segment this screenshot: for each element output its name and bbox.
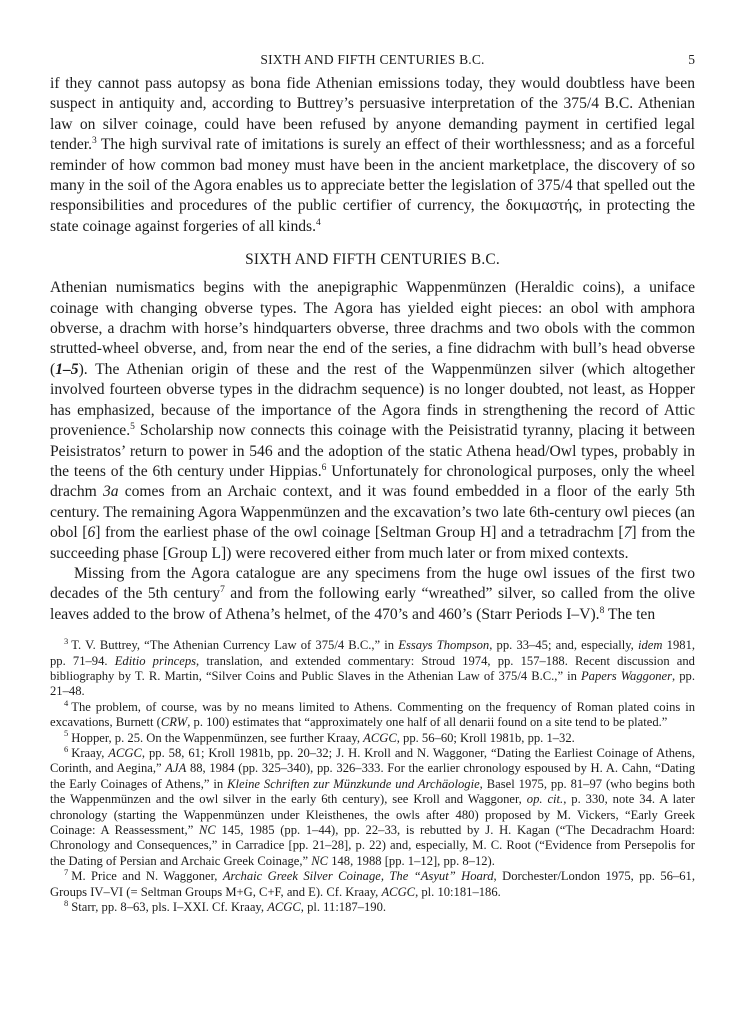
- footnote-ref-7[interactable]: 7: [220, 585, 225, 596]
- catalogue-ref: 3a: [102, 483, 119, 501]
- catalogue-ref: 1–5: [55, 360, 79, 378]
- footnote-3: $^3$ T. V. Buttrey, “The Athenian Currency Law of 375/4 B.C.,” in Essays Thompson, pp. 33–45; and, especially, idem 1981, pp. 71–94. Editio princeps, translation, and extended commentary: Stroud 1974, pp. 157–188. Recent discussion and bibliography by T. R. Martin, “Silver Coins and Public Slaves in the Athenian Law of 375/4 B.C.,” in Papers Waggoner, pp. 21–48.: [50, 635, 696, 699]
- footnote-ref-3[interactable]: 3: [92, 136, 97, 147]
- footnote-5: $^5$ Hopper, p. 25. On the Wappenmünzen, see further Kraay, ACGC, pp. 56–60; Kroll 1981b, pp. 1–32.: [64, 728, 575, 745]
- footnote-8: $^8$ Starr, pp. 8–63, pls. I–XXI. Cf. Kraay, ACGC, pl. 11:187–190.: [64, 897, 387, 915]
- footnote-ref-4[interactable]: 4: [316, 217, 321, 228]
- running-head: [50, 52, 695, 74]
- body-paragraph-1: Athenian numismatics begins with the anepigraphic Wappenmünzen (Heraldic coins), a uniface coinage with changing obverse types. The Agora has yielded eight pieces: an obol with amphora obverse, a drachm with horse’s hindquarters obverse, three drachms and two obols with the common strutted-wheel obverse, and, from near the end of the series, a fine didrachm with bull’s head obverse (1–5). The Athenian origin of these and the rest of the Wappenmünzen silver (which altogether involved fourteen obverse types in the didrachm sequence) is no longer doubted, not least, as Hopper has emphasized, because of the importance of the Agora finds in strengthening the record of Attic provenience.$^5$ Scholarship now connects this coinage with the Peisistratid tyranny, placing it between Peisistratos’ return to power in 546 and the adoption of the static Athena head/Owl types, probably in the teens of the 6th century under Hippias.$^6$ Unfortunately for chronological purposes, only the wheel drachm 3a comes from an Archaic context, and it was found embedded in a floor of the early 5th century. The remaining Agora Wappenmünzen and the excavation’s two late 6th-century owl pieces (an obol [6] from the earliest phase of the owl coinage [Seltman Group H] and a tetradrachm [7] from the succeeding phase [Group L]) were recovered either from much later or from mixed contexts.: [50, 279, 695, 562]
- page-number: 5: [688, 52, 695, 67]
- catalogue-ref: 7: [623, 524, 632, 542]
- section-heading: SIXTH AND FIFTH CENTURIES B.C.: [245, 251, 500, 269]
- footnote-ref-5[interactable]: 5: [130, 421, 135, 432]
- footnote-6: $^6$ Kraay, ACGC, pp. 58, 61; Kroll 1981b, pp. 20–32; J. H. Kroll and N. Waggoner, “Dating the Earliest Coinage of Athens, Corinth, and Aegina,” AJA 88, 1984 (pp. 325–340), pp. 326–333. For the earlier chronology espoused by H. A. Cahn, “Dating the Early Coinages of Athens,” in Kleine Schriften zur Münzkunde und Archäologie, Basel 1975, pp. 81–97 (who begins both the Wappenmünzen and the owl silver in the early 6th century), see Kroll and Waggoner, op. cit., p. 330, note 34. A later chronology (starting the Wappenmünzen under Kleisthenes, the owls after 480) proposed by M. Vickers, “Early Greek Coinage: A Reassessment,” NC 145, 1985 (pp. 1–44), pp. 22–33, is rebutted by J. H. Kagan (“The Decadrachm Hoard: Chronology and Consequences,” in Carradice [pp. 21–28], p. 22) and, especially, M. C. Root (“Evidence from Persepolis for the Dating of Persian and Archaic Greek Coinage,” NC 148, 1988 [pp. 1–12], pp. 8–12).: [50, 743, 696, 868]
- footnote-4: $^4$ The problem, of course, was by no means limited to Athens. Commenting on the frequency of Roman plated coins in excavations, Burnett (CRW, p. 100) estimates that “approximately one half of all denarii found on a site tend to be plated.”: [50, 697, 695, 730]
- footnote-ref-6[interactable]: 6: [321, 462, 327, 473]
- running-title: SIXTH AND FIFTH CENTURIES B.C.: [260, 52, 485, 67]
- intro-paragraph: if they cannot pass autopsy as bona fide Athenian emissions today, they would doubtless have been suspect in antiquity and, according to Buttrey’s persuasive interpretation of the 375/4 B.C. Athenian law on silver coinage, could have been refused by anyone demanding payment in certified legal tender.$^3$ The high survival rate of imitations is surely an effect of their worthlessness; and as a forceful reminder of how common bad money must have been in the ancient marketplace, the discovery of so many in the soil of the Agora enables us to appreciate better the legislation of 375/4 that spelled out the responsibilities and procedures of the public certifier of currency, the δοκιμαστής, in protecting the state coinage against forgeries of all kinds.$^4$: [50, 75, 695, 235]
- body-paragraph-2: Missing from the Agora catalogue are any specimens from the huge owl issues of the first two decades of the 5th century$^7$ and from the following early “wreathed” silver, so called from the olive leaves added to the brow of Athena’s helmet, of the 470’s and 460’s (Starr Periods I–V).$^8$ The ten: [50, 564, 695, 623]
- footnote-ref-8[interactable]: 8: [599, 605, 605, 616]
- page: [50, 52, 695, 915]
- footnote-7: $^7$ M. Price and N. Waggoner, Archaic Greek Silver Coinage, The “Asyut” Hoard, Dorchester/London 1975, pp. 56–61, Groups IV–VI (= Seltman Groups M+G, C+F, and E). Cf. Kraay, ACGC, pl. 10:181–186.: [50, 867, 695, 899]
- catalogue-ref: 6: [87, 524, 96, 542]
- footnotes: [50, 635, 696, 915]
- body-text: [50, 74, 695, 625]
